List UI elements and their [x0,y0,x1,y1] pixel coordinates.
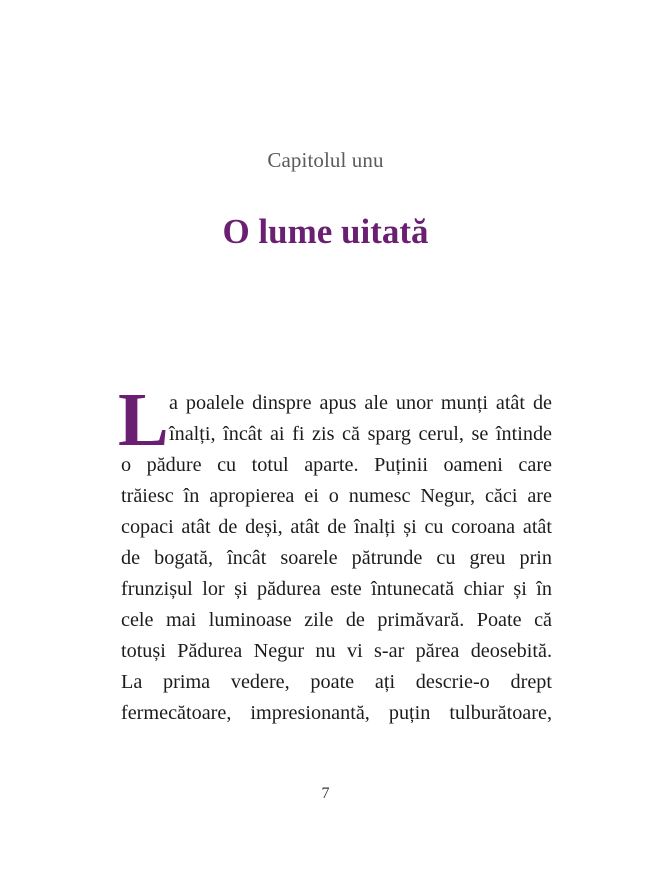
text-line: înalți, încât ai fi zis că sparg cerul, se întinde [169,423,552,445]
chapter-title: O lume uitată [222,212,429,251]
text-line: o pădure cu totul aparte. Puținii oameni care [121,454,552,476]
body-paragraph [118,378,552,729]
drop-cap: L [118,378,169,462]
page-number: 7 [321,785,330,802]
chapter-label: Capitolul unu [267,148,384,172]
text-line: cele mai luminoase zile de primăvară. Poate că [121,609,552,631]
text-line: fermecătoare, impresionantă, puțin tulburătoare, [121,702,552,724]
text-line: totuși Pădurea Negur nu vi s-ar părea deosebită. [121,640,552,662]
text-line: copaci atât de deși, atât de înalți și cu coroana atât [121,516,552,538]
text-line: trăiesc în apropierea ei o numesc Negur, căci are [121,485,552,507]
text-line: de bogată, încât soarele pătrunde cu greu prin [121,547,552,569]
text-line: a poalele dinspre apus ale unor munți atât de [169,392,552,414]
text-line: La prima vedere, poate ați descrie-o drept [121,671,552,693]
text-line: frunzișul lor și pădurea este întunecată chiar și în [121,578,552,600]
